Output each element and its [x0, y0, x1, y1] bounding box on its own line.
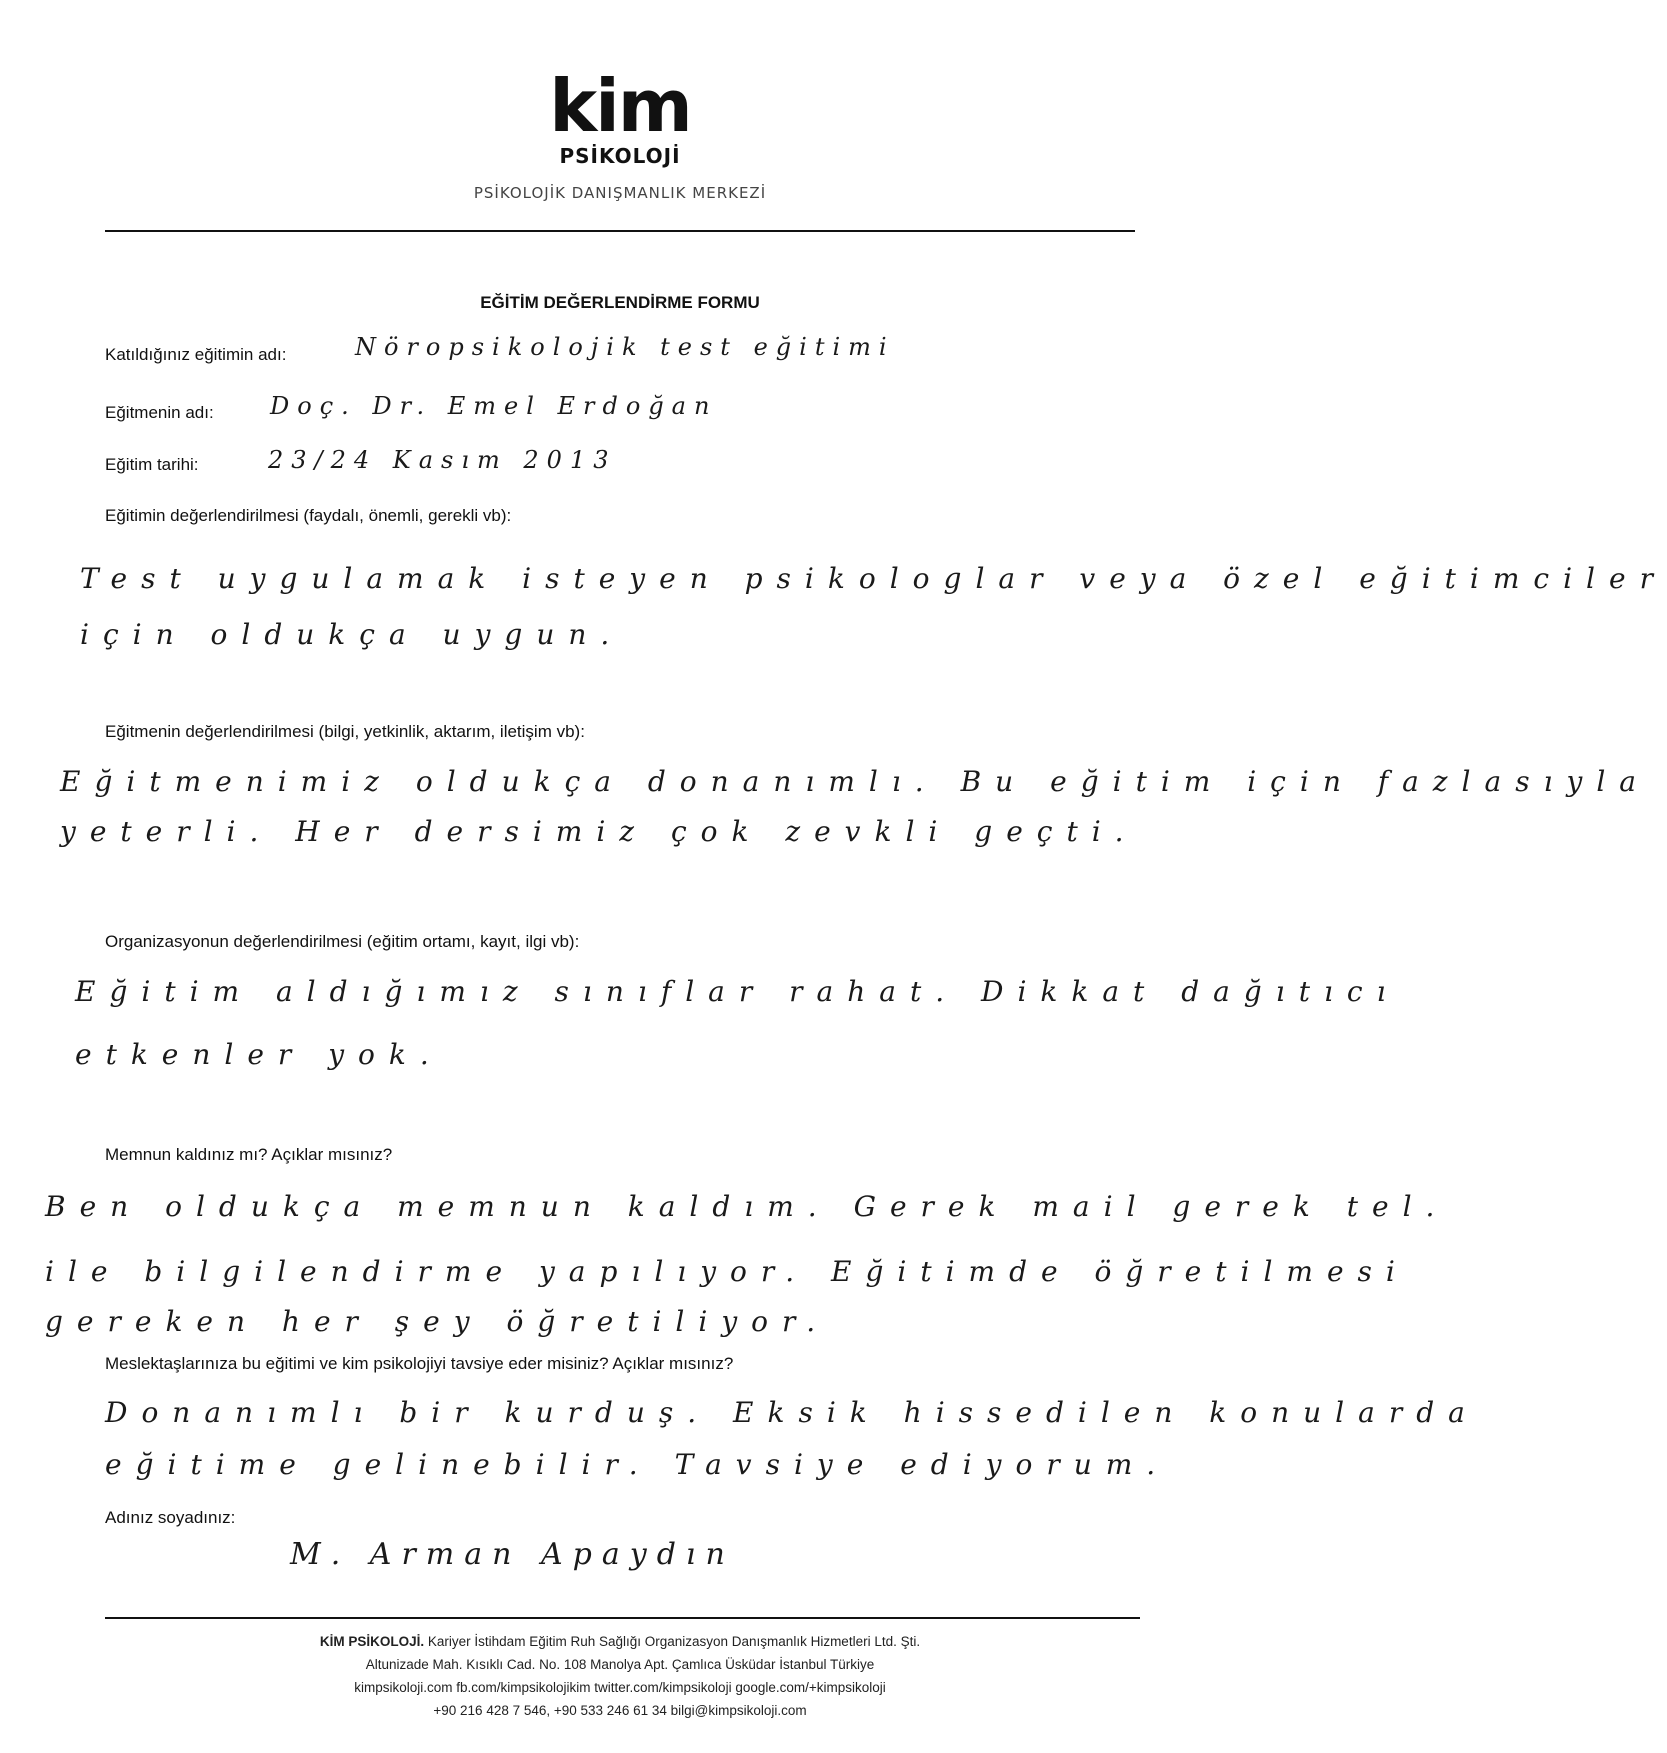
q1-answer-line-1: Test uygulamak isteyen psikologlar veya özel eğitimciler [80, 562, 1667, 595]
footer-web: kimpsikoloji.com fb.com/kimpsikolojikim twitter.com/kimpsikoloji google.com/+kimpsikoloji [354, 1680, 886, 1695]
q4-answer-line-3: gereken her şey öğretiliyor. [45, 1305, 830, 1338]
logo-subtitle: PSİKOLOJİ [559, 144, 681, 168]
footer-divider [105, 1617, 1140, 1619]
q2-label: Eğitmenin değerlendirilmesi (bilgi, yetkinlik, aktarım, iletişim vb): [105, 722, 585, 741]
q1-label: Eğitimin değerlendirilmesi (faydalı, önemli, gerekli vb): [105, 506, 512, 525]
training-name-value: Nöropsikolojik test eğitimi [355, 333, 895, 361]
q2-answer-line-1: Eğitmenimiz oldukça donanımlı. Bu eğitim için fazlasıyla [60, 765, 1650, 798]
footer-contact: +90 216 428 7 546, +90 533 246 61 34 bilgi@kimpsikoloji.com [433, 1703, 807, 1718]
training-name-label: Katıldığınız eğitimin adı: [105, 345, 287, 364]
header-divider [105, 230, 1135, 232]
footer-address: Altunizade Mah. Kısıklı Cad. No. 108 Manolya Apt. Çamlıca Üsküdar İstanbul Türkiye [365, 1657, 875, 1672]
name-value: M. Arman Apaydın [290, 1537, 735, 1572]
footer-company-desc: Kariyer İstihdam Eğitim Ruh Sağlığı Organizasyon Danışmanlık Hizmetleri Ltd. Şti. [424, 1634, 921, 1649]
name-label: Adınız soyadınız: [105, 1508, 236, 1527]
q5-answer-line-2: eğitime gelinebilir. Tavsiye ediyorum. [105, 1448, 1170, 1481]
company-logo [0, 64, 1240, 202]
q4-answer-line-2: ile bilgilendirme yapılıyor. Eğitimde öğretilmesi [45, 1255, 1409, 1288]
q4-label: Memnun kaldınız mı? Açıklar mısınız? [105, 1145, 393, 1164]
q4-answer-line-1: Ben oldukça memnun kaldım. Gerek mail gerek tel. [45, 1190, 1449, 1223]
trainer-label: Eğitmenin adı: [105, 403, 214, 422]
date-value: 23/24 Kasım 2013 [268, 446, 617, 474]
q5-label: Meslektaşlarınıza bu eğitimi ve kim psikolojiyi tavsiye eder misiniz? Açıklar mısınız? [105, 1354, 734, 1373]
logo-tagline: PSİKOLOJİK DANIŞMANLIK MERKEZİ [473, 184, 767, 202]
footer [0, 1630, 1240, 1722]
trainer-value: Doç. Dr. Emel Erdoğan [270, 392, 718, 420]
q3-answer-line-1: Eğitim aldığımız sınıflar rahat. Dikkat dağıtıcı [75, 975, 1400, 1008]
q5-answer-line-1: Donanımlı bir kurduş. Eksik hissedilen konularda [105, 1396, 1479, 1429]
q3-label: Organizasyonun değerlendirilmesi (eğitim ortamı, kayıt, ilgi vb): [105, 932, 580, 951]
logo-mark: kim [549, 64, 691, 148]
q2-answer-line-2: yeterli. Her dersimiz çok zevkli geçti. [60, 815, 1138, 848]
footer-company-name: KİM PSİKOLOJİ. [319, 1634, 425, 1649]
date-label: Eğitim tarihi: [105, 455, 199, 474]
footer-company [0, 1630, 1240, 1653]
q3-answer-line-2: etkenler yok. [75, 1038, 443, 1071]
form-title: EĞİTİM DEĞERLENDİRME FORMU [480, 293, 760, 312]
q1-answer-line-2: için oldukça uygun. [80, 618, 624, 651]
